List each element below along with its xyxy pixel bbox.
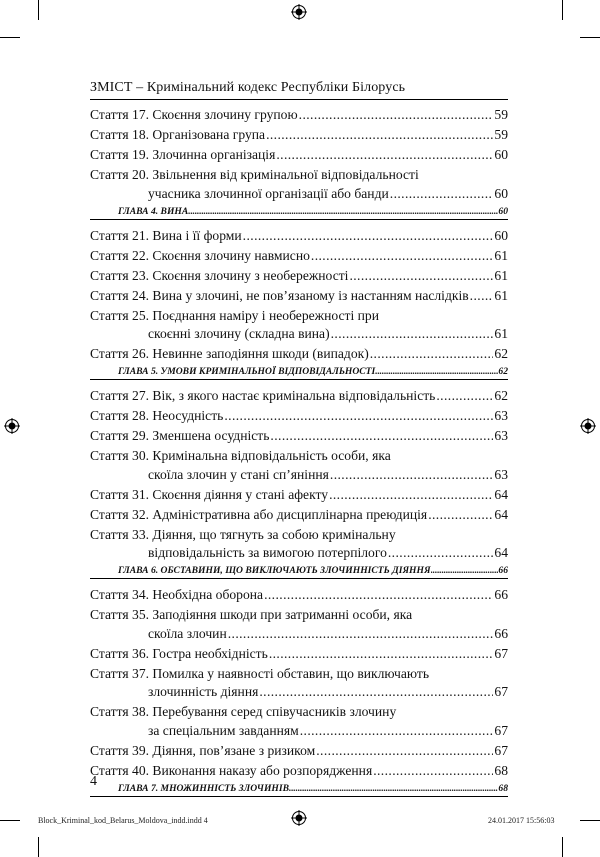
toc-chapter-heading bbox=[90, 563, 508, 579]
article-title-line: Стаття 20. Звільнення від кримінальної відповідальності bbox=[90, 167, 419, 182]
toc-article-entry bbox=[90, 267, 508, 286]
toc-article-entry bbox=[90, 387, 508, 406]
registration-mark-icon bbox=[4, 418, 20, 434]
dot-leader bbox=[316, 742, 493, 761]
dot-leader bbox=[228, 625, 494, 644]
dot-leader bbox=[370, 345, 494, 364]
dot-leader bbox=[349, 267, 493, 286]
chapter-title: ГЛАВА 6. ОБСТАВИНИ, ЩО ВИКЛЮЧАЮТЬ ЗЛОЧИННІСТЬ ДІЯННЯ bbox=[118, 565, 431, 576]
toc-chapter-heading bbox=[90, 204, 508, 220]
crop-mark bbox=[562, 0, 563, 20]
dot-leader bbox=[276, 146, 493, 165]
toc-article-entry bbox=[90, 703, 508, 740]
article-title-line: Стаття 26. Невинне заподіяння шкоди (випадок) bbox=[90, 346, 369, 361]
toc-article-entry bbox=[90, 287, 508, 306]
crop-mark bbox=[562, 837, 563, 857]
article-page-number: 63 bbox=[494, 466, 508, 482]
article-title-line: Стаття 39. Діяння, пов’язане з ризиком bbox=[90, 742, 316, 758]
article-page-number: 67 bbox=[494, 742, 508, 758]
toc-article-entry bbox=[90, 645, 508, 664]
article-title-line: Стаття 33. Діяння, що тягнуть за собою кримінальну bbox=[90, 526, 396, 542]
article-title-line: Стаття 28. Неосудність bbox=[90, 408, 224, 423]
dot-leader bbox=[243, 227, 494, 246]
article-title-line: Стаття 34. Необхідна оборона bbox=[90, 587, 264, 602]
toc-article-entry bbox=[90, 106, 508, 125]
table-of-contents bbox=[90, 106, 508, 804]
article-page-number: 62 bbox=[494, 388, 508, 403]
chapter-page-number: 66 bbox=[498, 565, 508, 576]
chapter-title: ГЛАВА 5. УМОВИ КРИМІНАЛЬНОЇ ВІДПОВІДАЛЬНОСТІ bbox=[118, 366, 376, 377]
article-page-number: 60 bbox=[494, 227, 508, 243]
toc-article-entry bbox=[90, 742, 508, 761]
article-title-line: скоїла злочин bbox=[148, 625, 227, 641]
article-title-line: Стаття 25. Поєднання наміру і необережності при bbox=[90, 307, 379, 323]
registration-mark-icon bbox=[291, 4, 307, 20]
toc-chapter-heading bbox=[90, 364, 508, 380]
toc-article-entry bbox=[90, 486, 508, 505]
chapter-page-number: 62 bbox=[498, 366, 508, 377]
toc-article-entry bbox=[90, 407, 508, 426]
article-title-line: Стаття 37. Помилка у наявності обставин, що виключають bbox=[90, 665, 430, 681]
crop-mark bbox=[580, 37, 600, 38]
article-page-number: 61 bbox=[494, 287, 508, 303]
dot-leader bbox=[224, 407, 493, 426]
dot-leader bbox=[331, 325, 494, 344]
article-page-number: 60 bbox=[494, 185, 508, 201]
article-title-line: за спеціальним завданням bbox=[148, 722, 299, 738]
dot-leader bbox=[266, 126, 493, 145]
article-page-number: 68 bbox=[494, 762, 508, 778]
article-title-line: Стаття 36. Гостра необхідність bbox=[90, 645, 268, 661]
registration-mark-icon bbox=[291, 810, 307, 826]
article-page-number: 67 bbox=[494, 722, 508, 738]
dot-leader bbox=[270, 427, 493, 446]
dot-leader bbox=[289, 781, 498, 796]
toc-article-entry bbox=[90, 166, 508, 203]
article-title-line: Стаття 32. Адміністративна або дисциплінарна преюдиція bbox=[90, 506, 428, 522]
article-title-line: відповідальність за вимогою потерпілого bbox=[148, 545, 387, 560]
dot-leader bbox=[269, 645, 494, 664]
header-rule bbox=[90, 99, 508, 100]
chapter-page-number: 60 bbox=[498, 205, 508, 217]
article-page-number: 61 bbox=[494, 247, 508, 263]
dot-leader bbox=[373, 762, 493, 781]
article-title-line: Стаття 19. Злочинна організація bbox=[90, 147, 276, 162]
article-title-line: учасника злочинної організації або банди bbox=[148, 185, 389, 201]
dot-leader bbox=[388, 544, 494, 563]
dot-leader bbox=[390, 185, 494, 204]
dot-leader bbox=[431, 563, 499, 578]
toc-article-entry bbox=[90, 146, 508, 165]
article-title-line: Стаття 17. Скоєння злочину групою bbox=[90, 107, 298, 122]
article-page-number: 59 bbox=[494, 107, 508, 122]
dot-leader bbox=[299, 106, 494, 125]
toc-article-entry bbox=[90, 586, 508, 605]
dot-leader bbox=[428, 506, 493, 525]
article-page-number: 59 bbox=[494, 127, 508, 142]
dot-leader bbox=[329, 486, 493, 505]
chapter-title: ГЛАВА 7. МНОЖИННІСТЬ ЗЛОЧИНІВ bbox=[118, 782, 290, 794]
chapter-title: ГЛАВА 4. ВИНА bbox=[118, 205, 189, 217]
dot-leader bbox=[259, 683, 493, 702]
slug-timestamp: 24.01.2017 15:56:03 bbox=[488, 816, 555, 825]
dot-leader bbox=[264, 586, 493, 605]
crop-mark bbox=[38, 0, 39, 20]
dot-leader bbox=[300, 722, 494, 741]
toc-chapter-heading bbox=[90, 781, 508, 797]
article-title-line: Стаття 18. Організована група bbox=[90, 127, 266, 142]
crop-mark bbox=[0, 37, 20, 38]
article-title-line: скоїла злочин у стані сп’яніння bbox=[148, 466, 329, 482]
article-title-line: Стаття 35. Заподіяння шкоди при затриманні особи, яка bbox=[90, 607, 413, 622]
toc-article-entry bbox=[90, 665, 508, 702]
article-page-number: 63 bbox=[494, 428, 508, 443]
toc-article-entry bbox=[90, 345, 508, 364]
registration-mark-icon bbox=[580, 418, 596, 434]
article-title-line: Стаття 40. Виконання наказу або розпорядження bbox=[90, 762, 373, 778]
toc-article-entry bbox=[90, 762, 508, 781]
article-page-number: 61 bbox=[494, 267, 508, 283]
article-page-number: 66 bbox=[494, 587, 508, 602]
article-title-line: Стаття 27. Вік, з якого настає кримінальна відповідальність bbox=[90, 388, 436, 403]
article-page-number: 64 bbox=[494, 486, 508, 502]
toc-article-entry bbox=[90, 307, 508, 344]
article-title-line: злочинність діяння bbox=[148, 684, 259, 699]
chapter-page-number: 68 bbox=[498, 782, 508, 794]
article-title-line: скоєнні злочину (складна вина) bbox=[148, 326, 330, 341]
crop-mark bbox=[0, 820, 20, 821]
toc-article-entry bbox=[90, 247, 508, 266]
article-title-line: Стаття 31. Скоєння діяння у стані афекту bbox=[90, 486, 329, 502]
slug-file-name: Block_Kriminal_kod_Belarus_Moldova_indd.indd 4 bbox=[38, 816, 208, 825]
article-title-line: Стаття 23. Скоєння злочину з необережності bbox=[90, 267, 349, 283]
article-page-number: 67 bbox=[494, 645, 508, 661]
article-title-line: Стаття 30. Кримінальна відповідальність особи, яка bbox=[90, 448, 391, 463]
running-head: ЗМІСТ – Кримінальний кодекс Республіки Білорусь bbox=[90, 80, 406, 95]
toc-article-entry bbox=[90, 506, 508, 525]
toc-article-entry bbox=[90, 227, 508, 246]
article-page-number: 67 bbox=[494, 684, 508, 699]
article-title-line: Стаття 38. Перебування серед співучасників злочину bbox=[90, 704, 397, 719]
article-title-line: Стаття 21. Вина і її форми bbox=[90, 227, 242, 243]
toc-article-entry bbox=[90, 427, 508, 446]
toc-article-entry bbox=[90, 126, 508, 145]
article-page-number: 64 bbox=[494, 506, 508, 522]
dot-leader bbox=[330, 466, 494, 485]
crop-mark bbox=[38, 837, 39, 857]
crop-mark bbox=[580, 820, 600, 821]
toc-article-entry bbox=[90, 526, 508, 563]
article-page-number: 61 bbox=[494, 326, 508, 341]
page-number: 4 bbox=[90, 774, 97, 789]
article-title-line: Стаття 22. Скоєння злочину навмисно bbox=[90, 247, 310, 263]
toc-article-entry bbox=[90, 606, 508, 643]
article-title-line: Стаття 29. Зменшена осудність bbox=[90, 428, 270, 443]
dot-leader bbox=[188, 204, 498, 219]
dot-leader bbox=[311, 247, 494, 266]
dot-leader bbox=[375, 364, 498, 379]
toc-article-entry bbox=[90, 447, 508, 484]
article-page-number: 63 bbox=[494, 408, 508, 423]
article-page-number: 60 bbox=[494, 147, 508, 162]
article-page-number: 66 bbox=[494, 625, 508, 641]
article-page-number: 64 bbox=[494, 545, 508, 560]
dot-leader bbox=[470, 287, 494, 306]
article-page-number: 62 bbox=[494, 346, 508, 361]
article-title-line: Стаття 24. Вина у злочині, не пов’язаному із настанням наслідків bbox=[90, 287, 469, 303]
dot-leader bbox=[436, 387, 493, 406]
